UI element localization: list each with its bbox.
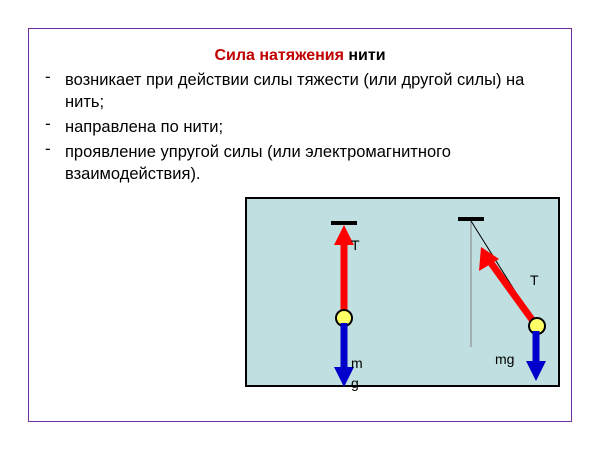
right-gravity-arrow: [524, 331, 548, 383]
left-tension-label: T: [351, 237, 360, 253]
page-title: [29, 47, 571, 65]
right-gravity-label: mg: [495, 351, 515, 367]
list-item-text: проявление упругой силы (или электромагнитного взаимодействия).: [65, 143, 451, 183]
left-gravity-label-m: m: [351, 355, 363, 371]
bullet-list: [37, 69, 565, 188]
bullet-marker-icon: -: [45, 114, 51, 133]
bullet-marker-icon: -: [45, 67, 51, 86]
list-item: [37, 69, 565, 113]
list-item-text: направлена по нити;: [65, 118, 224, 136]
physics-diagram: [245, 197, 560, 391]
list-item-text: возникает при действии силы тяжести (или другой силы) на нить;: [65, 71, 525, 111]
list-item: [37, 141, 565, 185]
page-title-black: нити: [343, 47, 386, 64]
list-item: [37, 116, 565, 138]
right-tension-label: T: [530, 272, 539, 288]
left-gravity-label-g: g: [351, 375, 359, 391]
page-title-red: Сила натяжения: [214, 47, 344, 64]
bullet-marker-icon: -: [45, 139, 51, 158]
slide-frame: [28, 28, 572, 422]
